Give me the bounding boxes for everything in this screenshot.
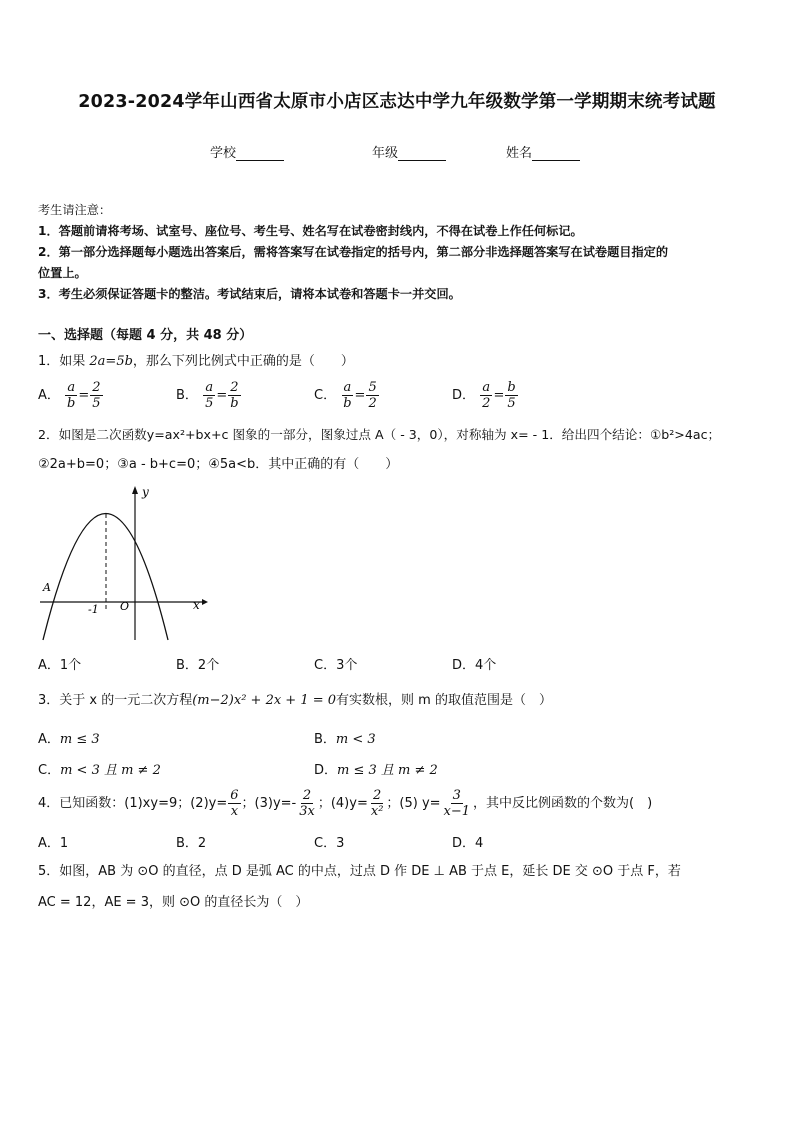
question-2-line-2: ②2a+b=0；③a - b+c=0；④5a<b．其中正确的有（ ） xyxy=(38,457,399,472)
q2-option-b[interactable]: B．2个 xyxy=(176,658,220,673)
name-blank[interactable] xyxy=(532,147,580,161)
fraction xyxy=(366,380,378,411)
notice-heading: 考生请注意： xyxy=(38,203,112,217)
question-4-stem xyxy=(38,786,652,822)
grade-field xyxy=(372,142,446,161)
option-label: C． xyxy=(314,388,337,403)
q2-option-a[interactable]: A．1个 xyxy=(38,658,82,673)
y-axis-label: y xyxy=(142,485,149,499)
grade-blank[interactable] xyxy=(398,147,446,161)
fraction xyxy=(505,380,517,411)
page-title: 2023-2024学年山西省太原市小店区志达中学九年级数学第一学期期末统考试题 xyxy=(78,92,716,112)
numerator: 2 xyxy=(302,788,312,803)
numerator: 5 xyxy=(368,380,377,395)
denominator: x² xyxy=(370,804,384,819)
q4-part-3: ；(4)y= xyxy=(317,796,368,811)
question-2-line-1: 2．如图是二次函数y=ax²+bx+c 图象的一部分，图象过点 A（ - 3，0），对称轴为 x= - 1．给出四个结论：①b²>4ac； xyxy=(38,427,721,442)
option-label: B． xyxy=(314,732,336,747)
option-label: C． xyxy=(38,763,61,778)
numerator: 2 xyxy=(230,380,239,395)
q1-stem-pre: 1．如果 xyxy=(38,354,90,369)
point-a-label: A xyxy=(43,581,51,594)
grade-label: 年级 xyxy=(372,146,399,161)
denominator: x xyxy=(230,804,239,819)
q4-option-b[interactable]: B．2 xyxy=(176,836,207,851)
x-axis-label: x xyxy=(193,598,200,612)
option-text: m < 3 xyxy=(335,732,376,747)
origin-label: O xyxy=(120,600,130,613)
q4-part-1: 4．已知函数：(1)xy=9；(2)y= xyxy=(38,796,228,811)
option-text: m ≤ 3 且 m ≠ 2 xyxy=(337,763,438,778)
numerator: 2 xyxy=(92,380,101,395)
neg-one-label: -1 xyxy=(88,603,99,616)
question-5-line-1: 5．如图，AB 为 ⊙O 的直径，点 D 是弧 AC 的中点，过点 D 作 DE ⊥ AB 于点 E，延长 DE 交 ⊙O 于点 F，若 xyxy=(38,864,681,879)
question-5-line-2: AC = 12，AE = 3，则 ⊙O 的直径长为（ ） xyxy=(38,895,309,910)
numerator: a xyxy=(67,380,76,395)
q4-option-d[interactable]: D．4 xyxy=(452,836,484,851)
q2-option-d[interactable]: D．4个 xyxy=(452,658,497,673)
numerator: a xyxy=(343,380,352,395)
denominator: b xyxy=(67,396,76,411)
equals-sign: = xyxy=(216,388,228,403)
numerator: 3 xyxy=(452,788,461,803)
school-blank[interactable] xyxy=(236,147,284,161)
parabola-curve xyxy=(43,514,168,641)
denominator: 5 xyxy=(92,396,101,411)
fraction xyxy=(90,380,102,411)
denominator: 3x xyxy=(299,804,315,819)
q2-option-c[interactable]: C．3个 xyxy=(314,658,358,673)
q1-option-b[interactable] xyxy=(176,380,242,411)
section-heading: 一、选择题（每题 4 分，共 48 分） xyxy=(38,328,253,343)
numerator: 6 xyxy=(230,788,239,803)
q3-stem-post: 有实数根，则 m 的取值范围是（ ） xyxy=(336,693,552,708)
option-label: D． xyxy=(314,763,338,778)
fraction xyxy=(341,380,353,411)
q4-option-c[interactable]: C．3 xyxy=(314,836,345,851)
q4-part-5: ，其中反比例函数的个数为( ) xyxy=(473,796,653,811)
notice-item-1: 1．答题前请将考场、试室号、座位号、考生号、姓名写在试卷密封线内，不得在试卷上作任何标记。 xyxy=(38,224,583,238)
parabola-graph xyxy=(36,482,208,642)
q1-option-c[interactable] xyxy=(314,380,380,411)
option-text: m ≤ 3 xyxy=(59,732,100,747)
fraction xyxy=(297,788,317,819)
numerator: b xyxy=(507,380,516,395)
q1-option-a[interactable] xyxy=(38,380,104,411)
fraction xyxy=(203,380,215,411)
fraction xyxy=(228,380,240,411)
q3-stem-pre: 3．关于 x 的一元二次方程 xyxy=(38,693,193,708)
option-label: B． xyxy=(176,388,198,403)
numerator: 2 xyxy=(372,788,382,803)
fraction xyxy=(480,380,492,411)
equals-sign: = xyxy=(78,388,90,403)
q3-option-a[interactable] xyxy=(38,728,100,747)
q1-option-d[interactable] xyxy=(452,380,519,411)
option-label: D． xyxy=(452,388,476,403)
fraction xyxy=(369,788,386,819)
notice-item-2: 2．第一部分选择题每小题选出答案后，需将答案写在试卷指定的括号内，第二部分非选择题答案写在试卷题目指定的 xyxy=(38,245,669,259)
denominator: 2 xyxy=(482,396,491,411)
question-3-stem xyxy=(38,691,552,711)
q3-option-b[interactable] xyxy=(314,728,376,747)
notice-item-3: 3．考生必须保证答题卡的整洁。考试结束后，请将本试卷和答题卡一并交回。 xyxy=(38,287,461,301)
denominator: x−1 xyxy=(443,804,471,819)
denominator: b xyxy=(230,396,239,411)
numerator: a xyxy=(205,380,214,395)
name-field xyxy=(506,142,580,161)
fraction xyxy=(65,380,77,411)
question-1-stem xyxy=(38,352,354,372)
q1-stem-math: 2a=5b xyxy=(89,354,133,369)
equals-sign: = xyxy=(493,388,505,403)
x-axis-arrow xyxy=(202,599,208,605)
q4-part-2: ；(3)y=- xyxy=(241,796,297,811)
option-label: A． xyxy=(38,388,60,403)
school-field xyxy=(210,142,284,161)
option-label: A． xyxy=(38,732,60,747)
school-label: 学校 xyxy=(210,146,237,161)
option-text: m < 3 且 m ≠ 2 xyxy=(60,763,161,778)
denominator: 5 xyxy=(507,396,516,411)
y-axis-arrow xyxy=(132,486,138,494)
denominator: 5 xyxy=(205,396,214,411)
denominator: 2 xyxy=(368,396,377,411)
denominator: b xyxy=(343,396,352,411)
q1-stem-post: ，那么下列比例式中正确的是（ ） xyxy=(132,354,354,369)
notice-block xyxy=(38,200,760,305)
fraction xyxy=(228,788,240,819)
numerator: a xyxy=(482,380,491,395)
name-label: 姓名 xyxy=(506,146,533,161)
notice-item-2-cont: 位置上。 xyxy=(38,266,87,280)
q4-option-a[interactable]: A．1 xyxy=(38,836,69,851)
q3-equation: (m−2)x² + 2x + 1 = 0 xyxy=(192,693,337,708)
q3-option-d[interactable] xyxy=(314,759,438,778)
q4-part-4: ；(5) y= xyxy=(386,796,441,811)
q3-option-c[interactable] xyxy=(38,759,161,778)
equals-sign: = xyxy=(354,388,366,403)
fraction xyxy=(442,788,473,819)
